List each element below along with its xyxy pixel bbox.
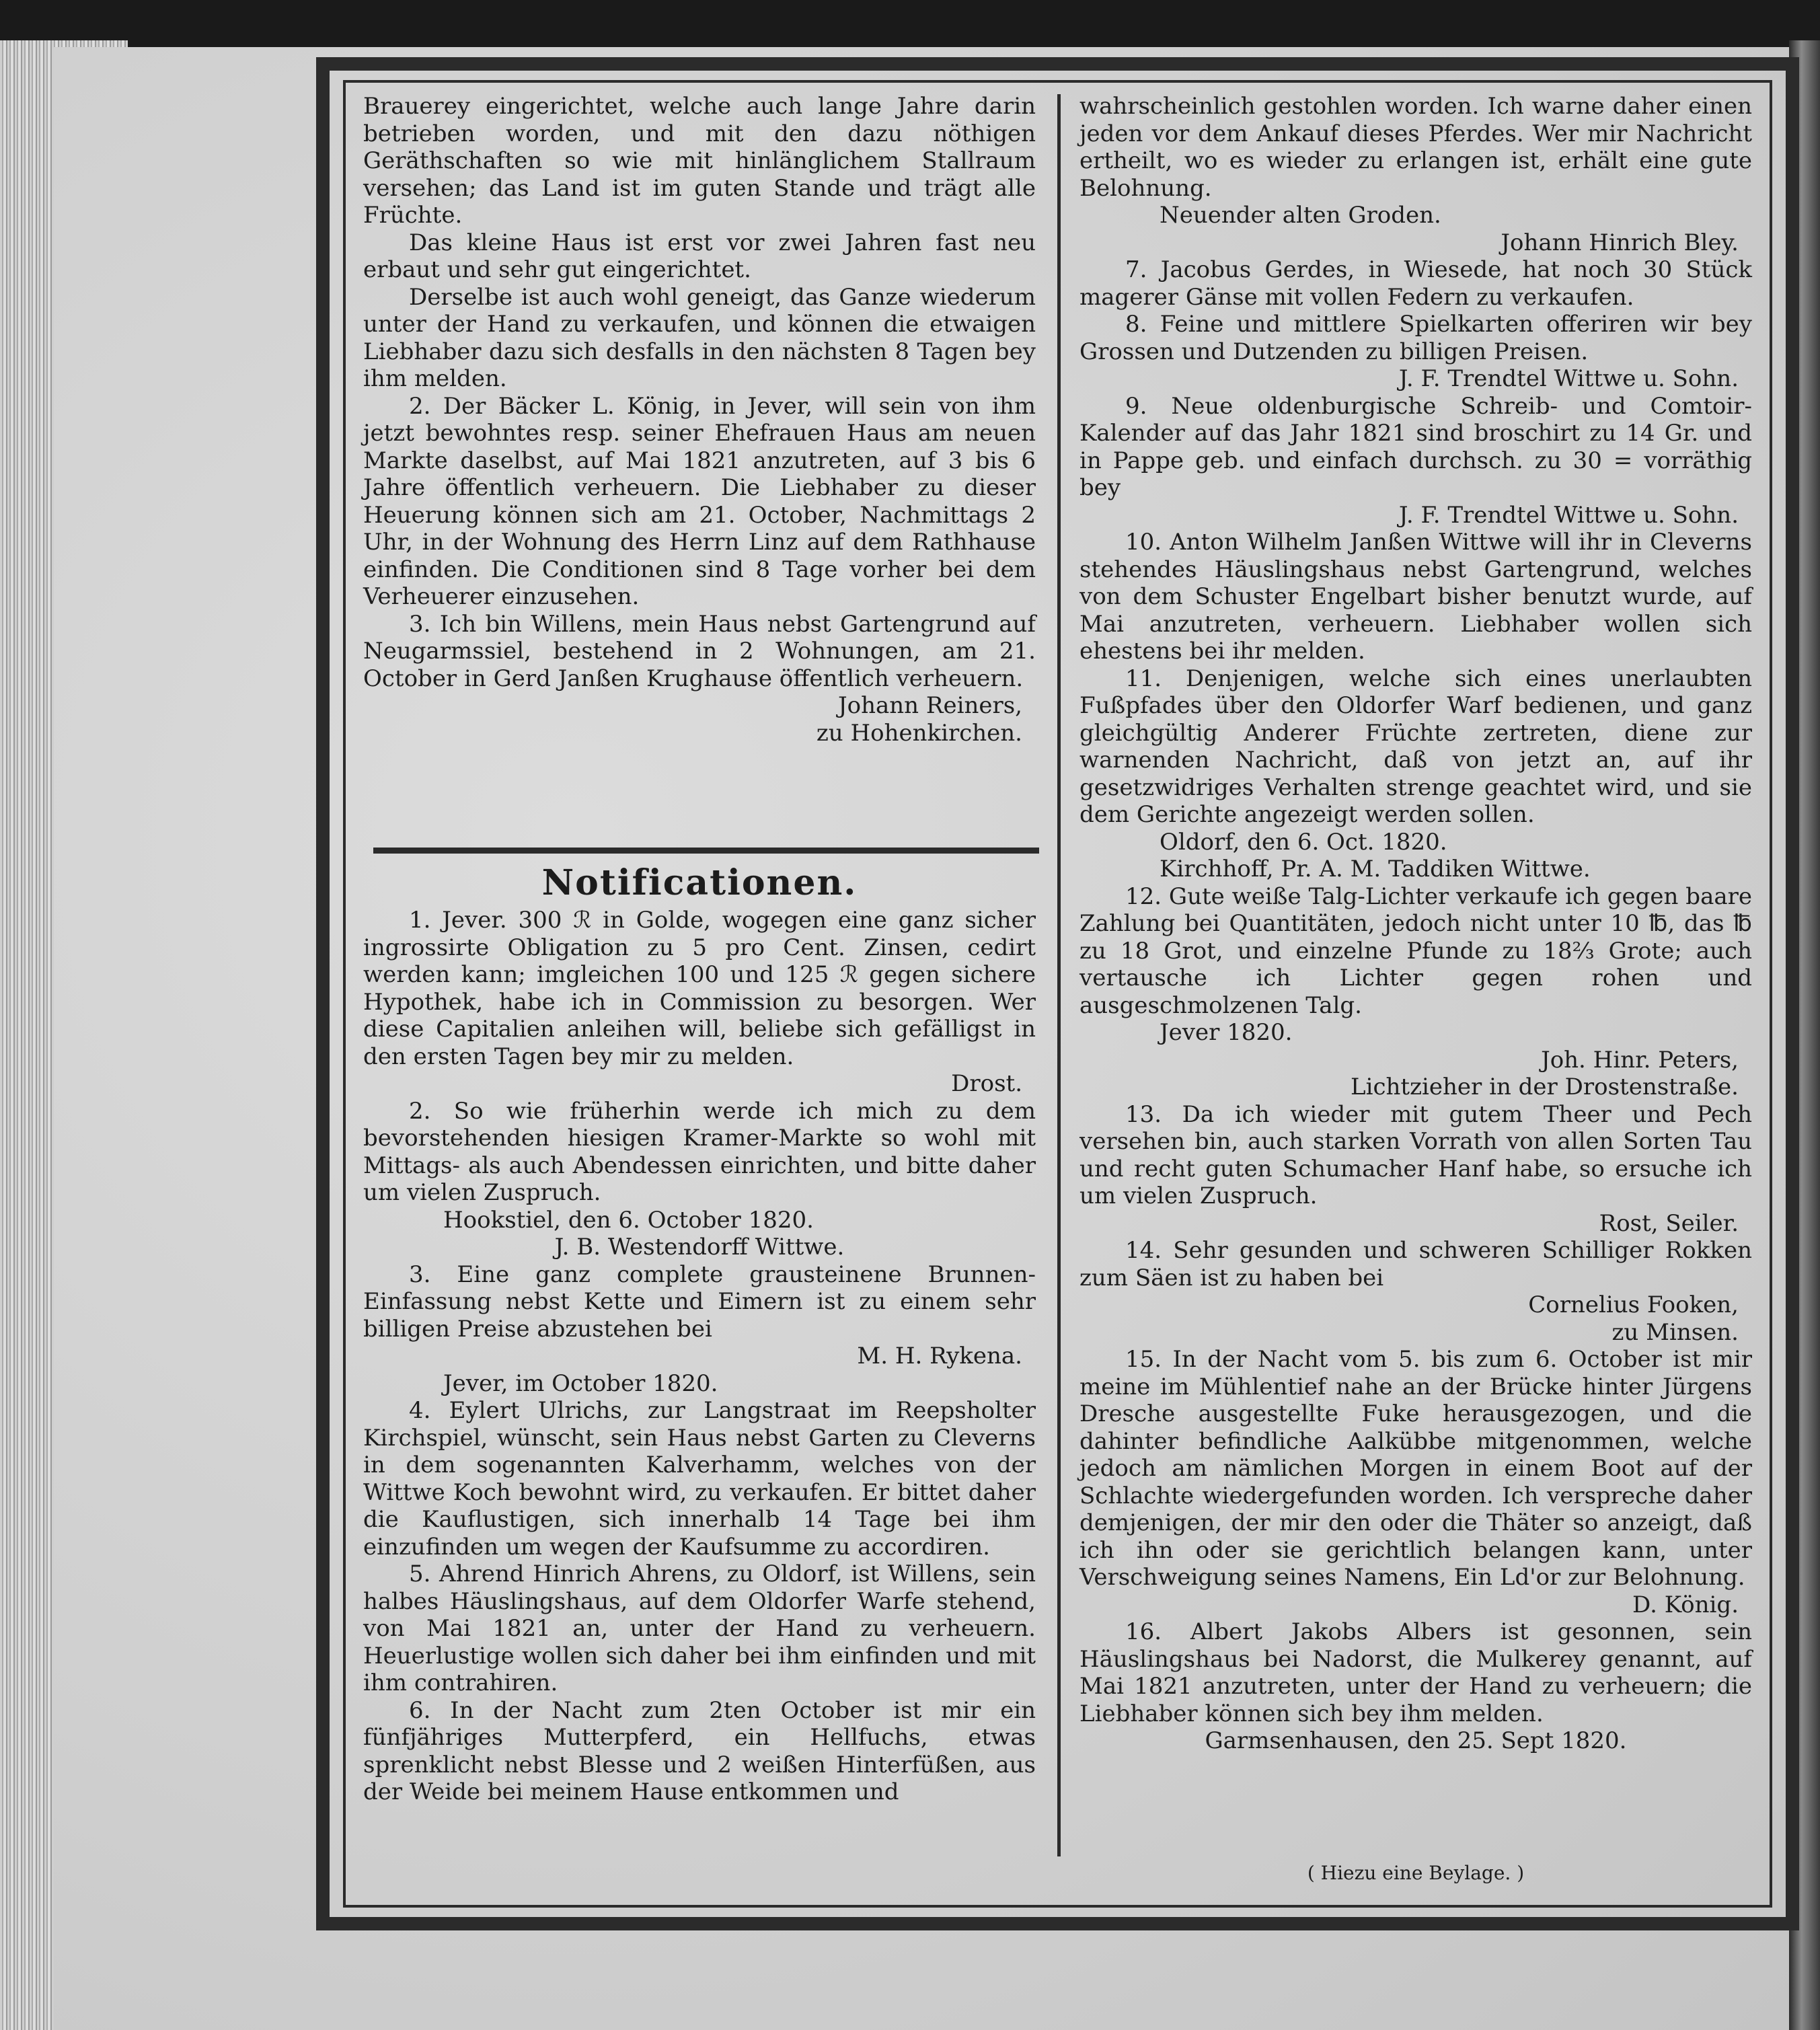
notice-paragraph: 14. Sehr gesunden und schweren Schilliger Rokken zum Säen ist zu haben bei — [1079, 1237, 1752, 1291]
notice-paragraph: J. B. Westendorff Wittwe. — [554, 1234, 845, 1261]
notice-paragraph: Cornelius Fooken, — [1528, 1291, 1739, 1318]
notice-paragraph: 2. So wie früherhin werde ich mich zu dem bevorstehenden hiesigen Kramer-Markte so wohl mit Mittags- als auch Abendessen einrichten, und bitte daher um vielen Zuspruch. — [363, 1097, 1036, 1206]
notice-paragraph: Lichtzieher in der Drostenstraße. — [1351, 1074, 1739, 1100]
notice-paragraph: Garmsenhausen, den 25. Sept 1820. — [1205, 1727, 1627, 1754]
notice-paragraph: Das kleine Haus ist erst vor zwei Jahren fast neu erbaut und sehr gut eingerichtet. — [363, 229, 1036, 283]
notice-paragraph: 3. Ich bin Willens, mein Haus nebst Gartengrund auf Neugarmssiel, bestehend in 2 Wohnungen, am 21. October in Gerd Janßen Krughause öffentlich verheuern. — [363, 610, 1036, 692]
notice-paragraph: Neuender alten Groden. — [1160, 202, 1441, 229]
section-divider-rule — [373, 848, 1039, 854]
notice-paragraph: zu Hohenkirchen. — [816, 719, 1022, 747]
notice-paragraph: wahrscheinlich gestohlen worden. Ich warne daher einen jeden vor dem Ankauf dieses Pferdes. Wer mir Nachricht ertheilt, wo es wieder zu erlangen ist, erhält eine gute Belohnung. — [1079, 93, 1752, 202]
notice-paragraph: 8. Feine und mittlere Spielkarten offeriren wir bey Grossen und Dutzenden zu billigen Preisen. — [1079, 311, 1752, 365]
notice-paragraph: Kirchhoff, Pr. A. M. Taddiken Wittwe. — [1160, 856, 1591, 882]
notice-paragraph: 2. Der Bäcker L. König, in Jever, will sein von ihm jetzt bewohntes resp. seiner Ehefrauen Haus am neuen Markte daselbst, auf Mai 1821 anzutreten, auf 3 bis 6 Jahre öffentlich verheuern. Die Liebhaber zu dieser Heuerung können sich am 21. October, Nachmittags 2 Uhr, in der Wohnung des Herrn Linz auf dem Rathhause einfinden. Die Conditionen sind 8 Tage vorher bei dem Verheuerer einzusehen. — [363, 392, 1036, 610]
notice-paragraph: 9. Neue oldenburgische Schreib- und Comtoir-Kalender auf das Jahr 1821 sind broschirt zu 14 Gr. und in Pappe geb. und einfach durchsch. zu 30 = vorräthig bey — [1079, 392, 1752, 501]
notice-paragraph: Derselbe ist auch wohl geneigt, das Ganze wiederum unter der Hand zu verkaufen, und können die etwaigen Liebhaber dazu sich desfalls in den nächsten 8 Tagen bey ihm melden. — [363, 283, 1036, 392]
notice-paragraph: Johann Hinrich Bley. — [1501, 229, 1739, 256]
section-heading: Notificationen. — [541, 862, 858, 903]
left-column-notices — [363, 907, 1036, 1806]
notice-paragraph: 7. Jacobus Gerdes, in Wiesede, hat noch 30 Stück magerer Gänse mit vollen Federn zu verkaufen. — [1079, 256, 1752, 311]
column-separator — [1057, 94, 1061, 1856]
notice-paragraph: 12. Gute weiße Talg-Lichter verkaufe ich gegen baare Zahlung bei Quantitäten, jedoch nicht unter 10 ℔, das ℔ zu 18 Grot, und einzelne Pfunde zu 18⅔ Grote; auch vertausche ich Lichter gegen rohen und ausgeschmolzenen Talg. — [1079, 882, 1752, 1019]
notice-paragraph: 16. Albert Jakobs Albers ist gesonnen, sein Häuslingshaus bei Nadorst, die Mulkerey genannt, auf Mai 1821 anzutreten, unter der Hand zu verheuern; die Liebhaber können sich bey ihm melden. — [1079, 1618, 1752, 1727]
notice-paragraph: Drost. — [951, 1070, 1022, 1097]
notice-paragraph: zu Minsen. — [1612, 1318, 1739, 1346]
notice-paragraph: 15. In der Nacht vom 5. bis zum 6. October ist mir meine im Mühlentief nahe an der Brücke hinter Jürgens Dresche ausgestellte Fuke herausgezogen, und die dahinter befindliche Aalkübbe mitgenommen, welche jedoch am nämlichen Morgen in einem Boot auf der Schlachte wiedergefunden worden. Ich verspreche daher demjenigen, der mir den oder die Thäter so anzeigt, daß ich ihn oder sie gerichtlich belangen kann, unter Verschweigung seines Namens, Ein Ld'or zur Belohnung. — [1079, 1346, 1752, 1591]
notice-paragraph: Joh. Hinr. Peters, — [1541, 1046, 1739, 1074]
supplement-note: ( Hiezu eine Beylage. ) — [1307, 1862, 1525, 1884]
left-column-top — [363, 93, 1036, 747]
notice-paragraph: Jever, im October 1820. — [443, 1369, 718, 1397]
notice-paragraph: J. F. Trendtel Wittwe u. Sohn. — [1398, 501, 1739, 529]
notice-paragraph: 10. Anton Wilhelm Janßen Wittwe will ihr in Cleverns stehendes Häuslingshaus nebst Gartengrund, welches von dem Schuster Engelbart bisher benutzt wurde, auf Mai anzutreten, verheuern. Liebhaber wollen sich ehestens bei ihr melden. — [1079, 529, 1752, 665]
notice-paragraph: Brauerey eingerichtet, welche auch lange Jahre darin betrieben worden, und mit den dazu nöthigen Geräthschaften so wie mit hinlänglichem Stallraum versehen; das Land ist im guten Stande und trägt alle Früchte. — [363, 93, 1036, 229]
notice-paragraph: M. H. Rykena. — [857, 1343, 1022, 1369]
notice-paragraph: 4. Eylert Ulrichs, zur Langstraat im Reepsholter Kirchspiel, wünscht, sein Haus nebst Garten zu Cleverns in dem sogenannten Kalverhamm, welches von der Wittwe Koch bewohnt wird, zu verkaufen. Er bittet daher die Kauflustigen, sich innerhalb 14 Tage bei ihm einzufinden um wegen der Kaufsumme zu accordiren. — [363, 1397, 1036, 1561]
notice-paragraph: 11. Denjenigen, welche sich eines unerlaubten Fußpfades über den Oldorfer Warf bedienen, und ganz gleichgültig Anderer Früchte zertreten, diene zur warnenden Nachricht, daß von jetzt an, auf ihr gesetzwidriges Verhalten strenge geachtet wird, und sie dem Gerichte angezeigt werden sollen. — [1079, 665, 1752, 828]
notice-paragraph: Oldorf, den 6. Oct. 1820. — [1160, 828, 1447, 856]
right-column-notices — [1079, 93, 1752, 1755]
notice-paragraph: 6. In der Nacht zum 2ten October ist mir ein fünfjähriges Mutterpferd, ein Hellfuchs, etwas sprenklicht nebst Blesse und 2 weißen Hinterfüßen, aus der Weide bei meinem Hause entkommen und — [363, 1696, 1036, 1805]
notice-paragraph: 1. Jever. 300 ℛ in Golde, wogegen eine ganz sicher ingrossirte Obligation zu 5 pro Cent. Zinsen, cedirt werden kann; imgleichen 100 und 125 ℛ gegen sichere Hypothek, habe ich in Commission zu besorgen. Wer diese Capitalien anleihen will, beliebe sich gefälligst in den ersten Tagen bey mir zu melden. — [363, 907, 1036, 1070]
notice-paragraph: 13. Da ich wieder mit gutem Theer und Pech versehen bin, auch starken Vorrath von allen Sorten Tau und recht guten Schumacher Hanf habe, so ersuche ich um vielen Zuspruch. — [1079, 1100, 1752, 1209]
notice-paragraph: Rost, Seiler. — [1599, 1209, 1739, 1237]
notice-paragraph: 5. Ahrend Hinrich Ahrens, zu Oldorf, ist Willens, sein halbes Häuslingshaus, auf dem Oldorfer Warfe stehend, von Mai 1821 an, unter der Hand zu verheuern. Heuerlustige wollen sich daher bei ihm einfinden und mit ihm contrahiren. — [363, 1561, 1036, 1696]
notice-paragraph: Hookstiel, den 6. October 1820. — [443, 1206, 814, 1234]
notice-paragraph: J. F. Trendtel Wittwe u. Sohn. — [1398, 365, 1739, 392]
notice-paragraph: 3. Eine ganz complete grausteinene Brunnen-Einfassung nebst Kette und Eimern ist zu einem sehr billigen Preise abzustehen bei — [363, 1261, 1036, 1343]
notice-paragraph: Johann Reiners, — [838, 692, 1022, 719]
notice-paragraph: D. König. — [1632, 1591, 1739, 1618]
notice-paragraph: Jever 1820. — [1160, 1019, 1293, 1046]
